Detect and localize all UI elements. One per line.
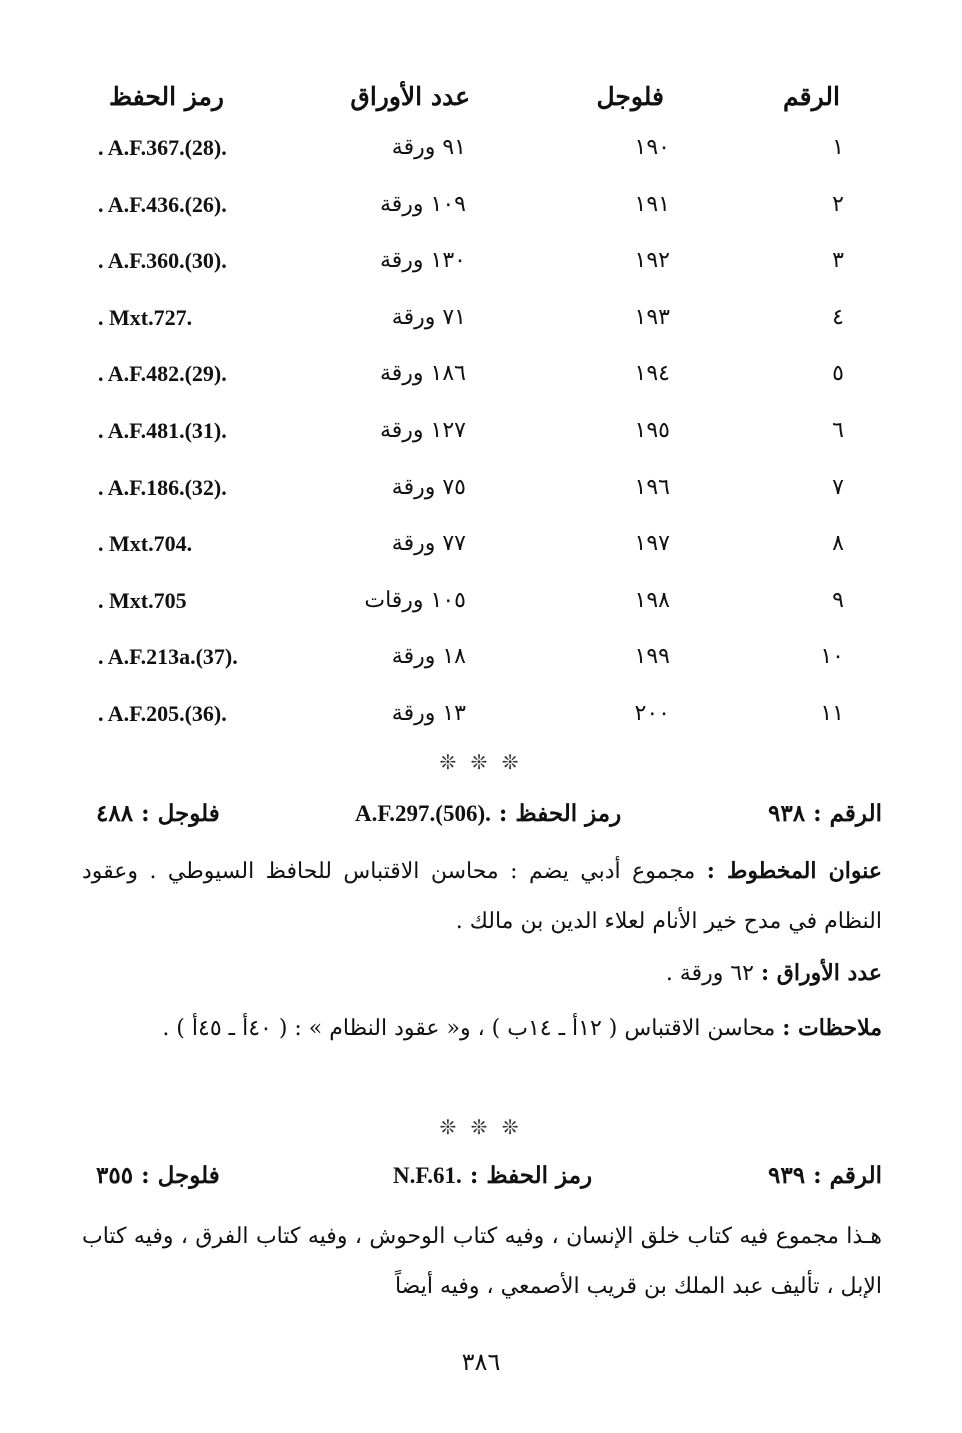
row-shelfmark: . A.F.482.(29). [98, 361, 227, 386]
row-folios: ١٢٧ ورقة [379, 418, 466, 443]
shelfmark-label: رمز الحفظ : [498, 800, 622, 827]
section-separator: ❊ ❊ ❊ [439, 750, 523, 774]
table-row [0, 305, 962, 345]
table-row [0, 135, 962, 175]
table-row [0, 531, 962, 571]
column-header-fluegel: فلوجل [596, 82, 664, 111]
table-row [0, 588, 962, 628]
table-row [0, 475, 962, 515]
row-folios: ١٠٩ ورقة [379, 192, 466, 217]
shelfmark [355, 800, 621, 827]
folios-text: ٦٢ ورقة . [665, 961, 754, 986]
column-header-folios: عدد الأوراق [350, 82, 470, 111]
table-row [0, 361, 962, 401]
folios-label: عدد الأوراق : [761, 960, 882, 986]
row-number: ١١ [820, 701, 844, 726]
shelfmark [393, 1162, 592, 1189]
shelfmark-value: N.F.61. [393, 1163, 462, 1188]
row-folios: ٧٥ ورقة [391, 475, 466, 500]
record-939-body: هـذا مجموع فيه كتاب خلق الإنسان ، وفيه كتاب الوحوش ، وفيه كتاب الفرق ، وفيه كتاب الإبل ، تأليف عبد الملك بن قريب الأصمعي ، وفيه أيضاً [82, 1224, 882, 1299]
row-number: ٧ [832, 475, 844, 500]
column-header-number: الرقم [783, 82, 840, 111]
row-number: ١٠ [820, 644, 844, 669]
row-number: ٥ [832, 361, 844, 386]
row-number: ٩ [832, 588, 844, 613]
row-folios: ١٣ ورقة [391, 701, 466, 726]
row-folios: ٩١ ورقة [391, 135, 466, 160]
row-fluegel: ١٩٦ [634, 475, 670, 500]
notes-text: محاسن الاقتباس ( ١٢أ ـ ١٤ب ) ، و« عقود النظام » : ( ٤٠أ ـ ٤٥أ ) . [162, 1016, 776, 1041]
row-shelfmark: . A.F.360.(30). [98, 248, 227, 273]
record-938-title [82, 846, 882, 947]
row-shelfmark: . A.F.186.(32). [98, 475, 227, 500]
row-fluegel: ١٩٧ [634, 531, 670, 556]
fluegel-number: فلوجل : ٣٥٥ [96, 1162, 220, 1189]
table-row [0, 192, 962, 232]
row-fluegel: ١٩٥ [634, 418, 670, 443]
record-938-header [0, 800, 962, 836]
row-folios: ١٣٠ ورقة [379, 248, 466, 273]
row-number: ٦ [832, 418, 844, 443]
notes-label: ملاحظات : [782, 1015, 882, 1041]
fluegel-number: فلوجل : ٤٨٨ [96, 800, 220, 827]
row-shelfmark: . A.F.481.(31). [98, 418, 227, 443]
record-939-header [0, 1162, 962, 1198]
row-folios: ١٨ ورقة [391, 644, 466, 669]
section-separator: ❊ ❊ ❊ [439, 1115, 523, 1139]
row-number: ٣ [832, 248, 844, 273]
row-folios: ٧٧ ورقة [391, 531, 466, 556]
row-number: ١ [832, 135, 844, 160]
row-number: ٢ [832, 192, 844, 217]
shelfmark-value: A.F.297.(506). [355, 801, 491, 826]
row-shelfmark: . A.F.205.(36). [98, 701, 227, 726]
row-shelfmark: . Mxt.727. [98, 305, 193, 330]
row-fluegel: ١٩١ [634, 192, 670, 217]
table-row [0, 248, 962, 288]
row-number: ٨ [832, 531, 844, 556]
record-number: الرقم : ٩٣٨ [768, 800, 882, 827]
table-row [0, 418, 962, 458]
record-938-notes [82, 1003, 882, 1054]
row-folios: ١٠٥ ورقات [364, 588, 466, 613]
row-fluegel: ١٩٣ [634, 305, 670, 330]
table-row [0, 701, 962, 741]
record-938-folios [82, 948, 882, 999]
row-fluegel: ١٩٤ [634, 361, 670, 386]
row-fluegel: ١٩٩ [634, 644, 670, 669]
row-folios: ٧١ ورقة [391, 305, 466, 330]
row-shelfmark: . Mxt.705 [98, 588, 187, 613]
title-text: مجموع أدبي يضم : محاسن الاقتباس للحافظ السيوطي . وعقود النظام في مدح خير الأنام لعلاء الدين بن مالك . [82, 859, 882, 934]
row-shelfmark: . A.F.213a.(37). [98, 644, 238, 669]
row-fluegel: ٢٠٠ [634, 701, 670, 726]
row-shelfmark: . A.F.367.(28). [98, 135, 227, 160]
title-label: عنوان المخطوط : [706, 858, 882, 884]
row-folios: ١٨٦ ورقة [379, 361, 466, 386]
shelfmark-label: رمز الحفظ : [469, 1162, 593, 1189]
row-fluegel: ١٩٨ [634, 588, 670, 613]
row-fluegel: ١٩٠ [634, 135, 670, 160]
row-fluegel: ١٩٢ [634, 248, 670, 273]
record-number: الرقم : ٩٣٩ [768, 1162, 882, 1189]
row-shelfmark: . Mxt.704. [98, 531, 193, 556]
table-row [0, 644, 962, 684]
row-shelfmark: . A.F.436.(26). [98, 192, 227, 217]
row-number: ٤ [832, 305, 844, 330]
column-header-shelfmark: رمز الحفظ [108, 82, 224, 111]
page-number: ٣٨٦ [461, 1348, 501, 1376]
